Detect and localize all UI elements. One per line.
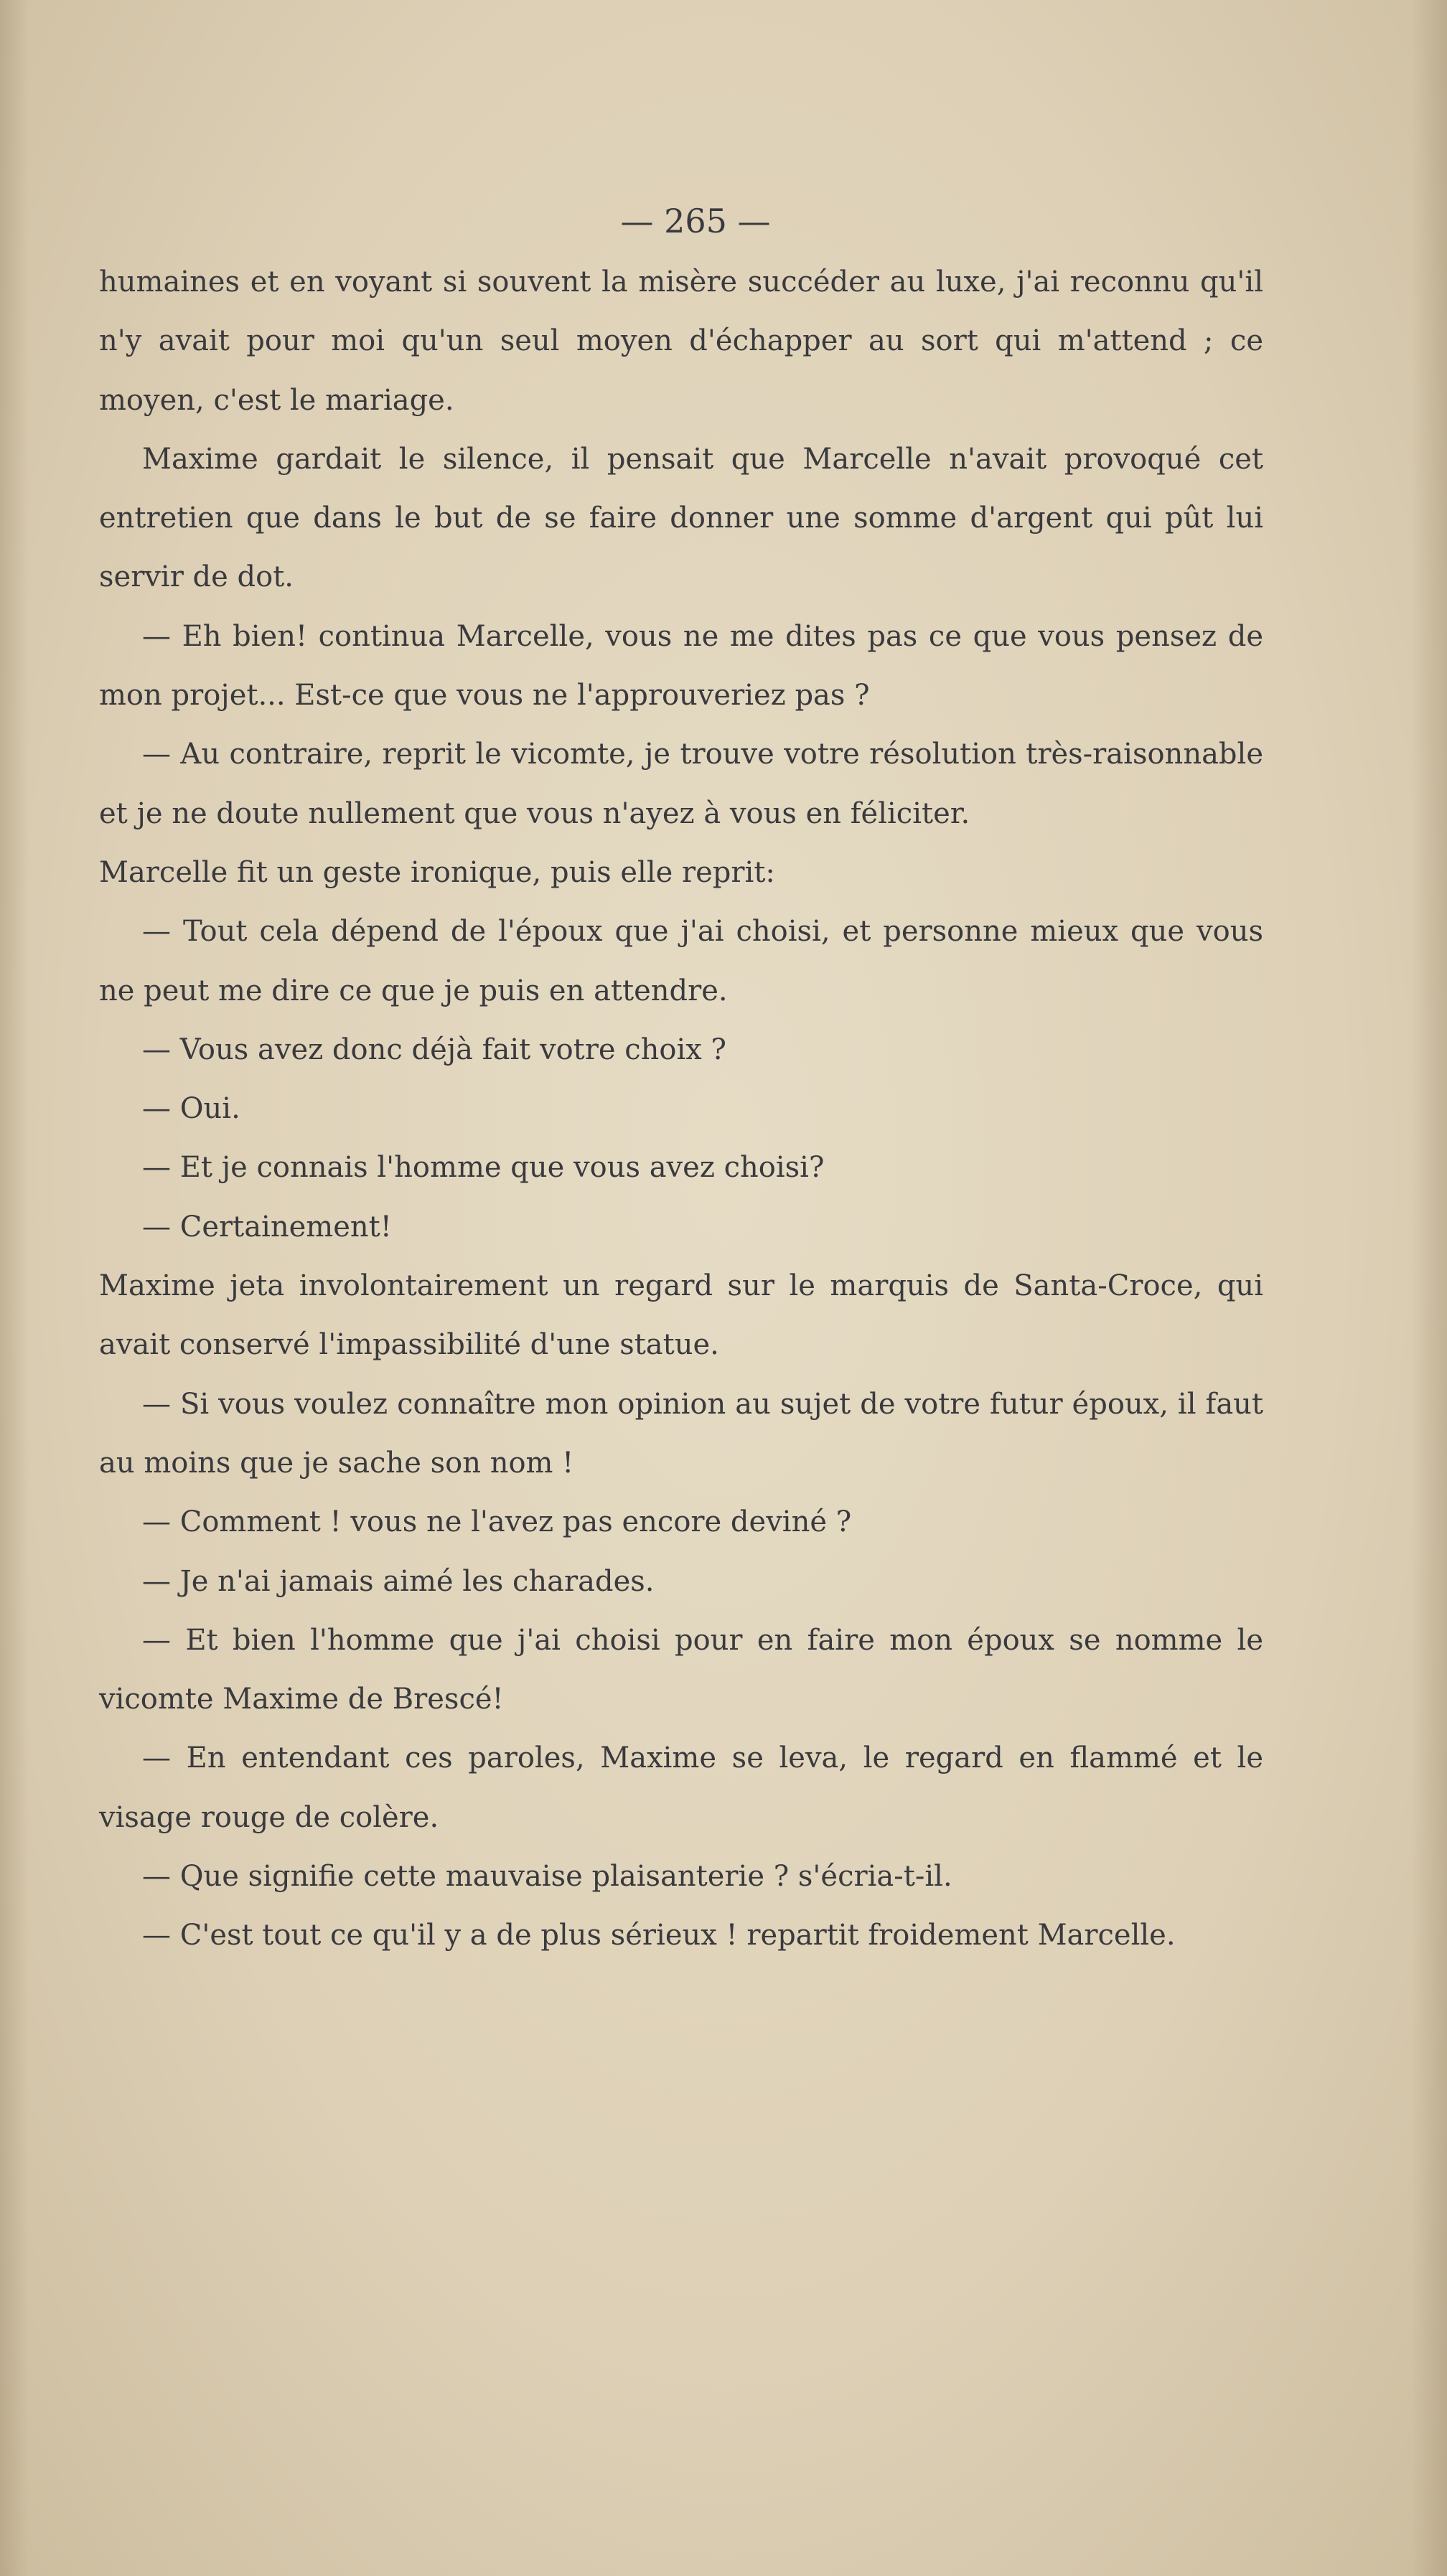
dialogue-line: — Eh bien! continua Marcelle, vous ne me dites pas ce que vous pensez de mon projet... Est-ce que vous ne l'approuveriez pas ? — [99, 619, 1263, 713]
page-edge-shadow-left — [0, 0, 29, 2576]
dialogue-line: — Vous avez donc déjà fait votre choix ? — [142, 1033, 726, 1066]
dialogue-line: — Certainement! — [142, 1210, 392, 1244]
dialogue-line: — Je n'ai jamais aimé les charades. — [142, 1564, 655, 1598]
dialogue-line: — En entendant ces paroles, Maxime se leva, le regard en flammé et le visage rouge de colère. — [99, 1741, 1263, 1834]
dialogue-line: — Comment ! vous ne l'avez pas encore deviné ? — [142, 1505, 852, 1539]
page-text — [99, 192, 1263, 1965]
dialogue-line: — Que signifie cette mauvaise plaisanterie ? s'écria-t-il. — [142, 1860, 952, 1894]
page-number: — 265 — — [620, 202, 771, 240]
dialogue-line: — Oui. — [142, 1092, 240, 1126]
dialogue-line: — Au contraire, reprit le vicomte, je trouve votre résolution très-raisonnable et je ne doute nullement que vous n'ayez à vous en féliciter. — [99, 738, 1263, 830]
dialogue-line: — Et je connais l'homme que vous avez choisi? — [142, 1151, 825, 1185]
dialogue-line: — Si vous voulez connaître mon opinion au sujet de votre futur époux, il faut au moins que je sache son nom ! — [99, 1387, 1263, 1480]
page-edge-shadow-right — [1411, 0, 1447, 2576]
paragraph: Maxime gardait le silence, il pensait que Marcelle n'avait provoqué cet entretien que dans le but de se faire donner une somme d'argent qui pût lui servir de dot. — [99, 442, 1263, 594]
paragraph: humaines et en voyant si souvent la misère succéder au luxe, j'ai reconnu qu'il n'y avait pour moi qu'un seul moyen d'échapper au sort qui m'attend ; ce moyen, c'est le mariage. — [99, 265, 1263, 417]
paragraph: Marcelle fit un geste ironique, puis elle reprit: — [99, 855, 775, 889]
paragraph: Maxime jeta involontairement un regard sur le marquis de Santa-Croce, qui avait conservé l'impassibilité d'une statue. — [99, 1269, 1263, 1362]
dialogue-line: — C'est tout ce qu'il y a de plus sérieux ! repartit froidement Marcelle. — [142, 1919, 1176, 1952]
dialogue-line: — Et bien l'homme que j'ai choisi pour en faire mon époux se nomme le vicomte Maxime de Brescé! — [99, 1623, 1263, 1716]
dialogue-line: — Tout cela dépend de l'époux que j'ai choisi, et personne mieux que vous ne peut me dire ce que je puis en attendre. — [99, 915, 1263, 1007]
